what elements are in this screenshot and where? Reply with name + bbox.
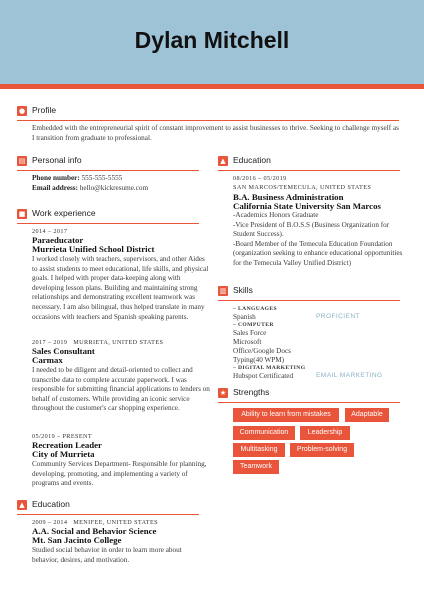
skill-typing: Typing(40 WPM) — [233, 356, 285, 364]
star-icon: ★ — [219, 389, 227, 397]
education-right-desc: -Academics Honors Graduate -Vice President of B.O.S.S (Business Organization for Student Success). -Board Member of the Temecula Education Foundation (organization seeking to enhance educational opportunities for the Temecula Valley Unified District) — [233, 211, 403, 267]
skill-office: Office/Google Docs — [233, 347, 291, 355]
header-accent-line — [0, 84, 424, 89]
work-2-location: MURRIETA, UNITED STATES — [73, 339, 164, 346]
strengths-section-header — [218, 388, 408, 402]
education-right-location: SAN MARCOS/TEMECULA, UNITED STATES — [233, 184, 372, 191]
profile-rule — [17, 120, 399, 121]
work-1-org: Murrieta Unified School District — [32, 244, 155, 254]
education-right-degree: B.A. Business Administration — [233, 192, 344, 202]
skill-group-computer: – COMPUTER — [233, 322, 274, 328]
work-rule — [17, 223, 199, 224]
skill-group-digital-marketing: – DIGITAL MARKETING — [233, 365, 306, 371]
education-left-title: Education — [32, 499, 70, 509]
phone-value: 555-555-5555 — [81, 174, 123, 182]
education-right-school: California State University San Marcos — [233, 201, 381, 211]
briefcase-icon: ■ — [18, 210, 26, 218]
work-2-desc: I needed to be diligent and detail-oriented to collect and transcribe data to complete accurate paperwork. I was responsible for submitting financial applications to lenders on behalf of customers. While providing an iconic service throughout the customer's car shopping experience. — [32, 366, 210, 413]
work-section-header — [17, 209, 207, 223]
email-value: hello@kickresume.com — [79, 184, 149, 192]
education-right-title: Education — [233, 155, 271, 165]
skill-spanish: Spanish — [233, 313, 256, 321]
education-left-school: Mt. San Jacinto College — [32, 535, 122, 545]
work-3-desc: Community Services Department- Responsible for planning, developing, promoting, and implementing a variety of programs and events. — [32, 460, 207, 488]
phone-line — [32, 174, 212, 184]
education-left-rule — [17, 514, 199, 515]
profile-section-header — [17, 106, 407, 120]
skill-sales-force: Sales Force — [233, 329, 267, 337]
education-left-section-header — [17, 500, 207, 514]
work-1-dates: 2014 – 2017 — [32, 228, 68, 235]
strengths-rule — [218, 402, 400, 403]
strength-tag: Leadership — [300, 426, 350, 440]
strength-tag: Teamwork — [233, 460, 279, 474]
profile-title: Profile — [32, 105, 57, 115]
skills-section-header — [218, 286, 408, 300]
strength-tag: Ability to learn from mistakes — [233, 408, 339, 422]
personal-section-header — [17, 156, 207, 170]
email-label: Email address: — [32, 184, 78, 192]
graduation-cap-icon: ▲ — [218, 156, 228, 166]
skills-rule — [218, 300, 400, 301]
personal-title: Personal info — [32, 155, 82, 165]
skill-microsoft: Microsoft — [233, 338, 262, 346]
strength-tag: Communication — [233, 426, 295, 440]
skills-title: Skills — [233, 285, 253, 295]
skill-level-proficient: PROFICIENT — [316, 313, 360, 320]
id-card-icon: ▤ — [18, 157, 26, 165]
work-1-desc: I worked closely with teachers, supervisors, and other Aides to assist students to meet educational, life skills, and physical goals. I helped with proper data-keeping along with developing lesson plans. Building and maintaining strong relationships and demonstrating excellent teamwork was necessary. I am also bilingual, thus helped translate in many occasions with teachers and Spanish speaking parents. — [32, 255, 209, 321]
education-left-desc: Studied social behavior in order to learn more about behavior, desires, and motivation. — [32, 546, 182, 564]
strength-tag: Problem-solving — [290, 443, 354, 457]
graduation-cap-icon: ▲ — [17, 500, 27, 510]
education-right-dates: 08/2016 – 05/2019 — [233, 175, 287, 182]
skill-group-languages: – LANGUAGES — [233, 306, 278, 312]
skill-level-email-marketing: EMAIL MARKETING — [316, 372, 383, 379]
work-2-role: Sales Consultant — [32, 346, 95, 356]
work-2-meta — [32, 339, 163, 346]
education-right-rule — [218, 170, 400, 171]
personal-rule — [17, 170, 199, 171]
phone-label: Phone number: — [32, 174, 80, 182]
education-left-meta — [32, 519, 158, 526]
work-3-dates: 05/2019 – PRESENT — [32, 433, 93, 440]
skill-hubspot: Hubspot Certificated — [233, 372, 294, 380]
email-line — [32, 184, 212, 194]
person-icon: ● — [18, 107, 26, 115]
strength-tag: Adaptable — [345, 408, 389, 422]
education-left-dates: 2009 – 2014 — [32, 519, 68, 526]
strength-tag: Multitasking — [233, 443, 285, 457]
bar-chart-icon: ▥ — [219, 287, 227, 295]
candidate-name: Dylan Mitchell — [134, 27, 290, 53]
work-2-dates: 2017 – 2019 — [32, 339, 68, 346]
work-3-org: City of Murrieta — [32, 449, 95, 459]
work-1-role: Paraeducator — [32, 235, 84, 245]
work-title: Work experience — [32, 208, 96, 218]
work-3-role: Recreation Leader — [32, 440, 102, 450]
education-right-section-header — [218, 156, 408, 170]
education-left-location: MENIFEE, UNITED STATES — [73, 519, 158, 526]
work-2-org: Carmax — [32, 355, 63, 365]
profile-text: Embedded with the entrepreneurial spirit of constant improvement to assist businesses to thrive. Seeking to challenge myself as I transition from graduate to professional. — [32, 124, 399, 142]
strengths-title: Strengths — [233, 387, 270, 397]
education-left-degree: A.A. Social and Behavior Science — [32, 526, 157, 536]
